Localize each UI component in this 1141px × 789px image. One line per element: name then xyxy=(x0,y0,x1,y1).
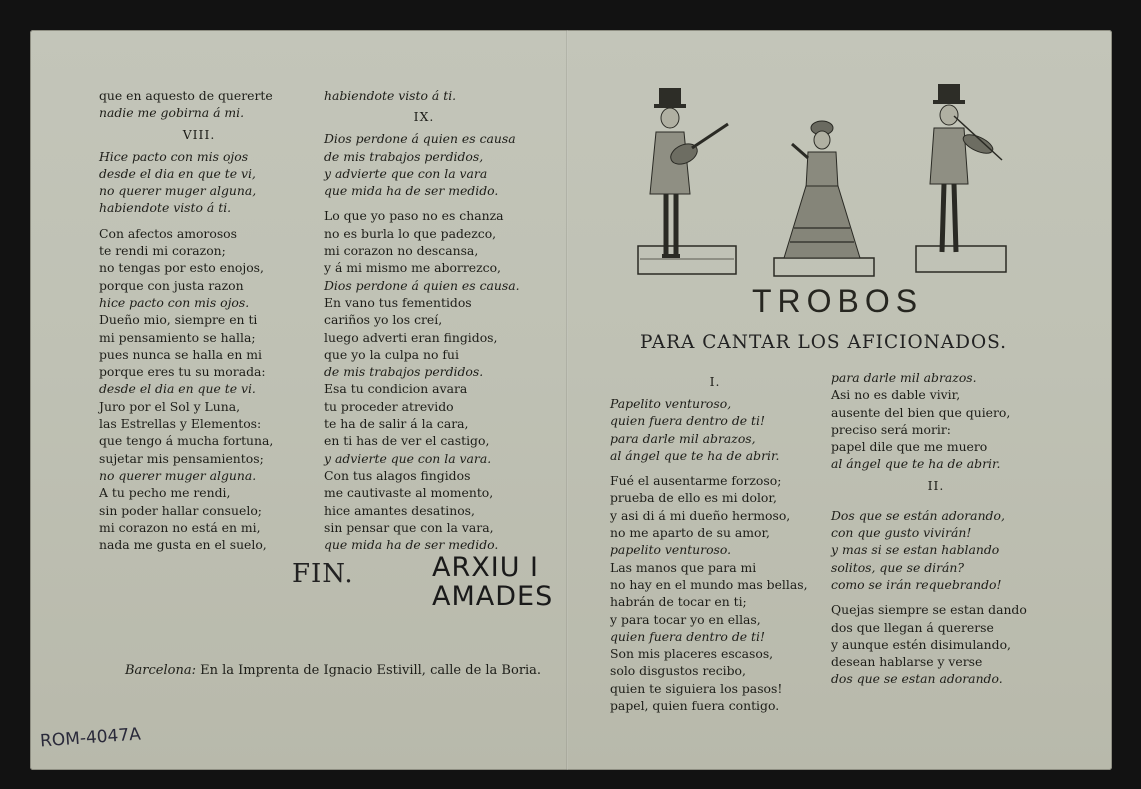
verse-line: Papelito venturoso, xyxy=(610,396,732,411)
verse-line: las Estrellas y Elementos: xyxy=(99,416,262,432)
right-page-column-1 xyxy=(610,369,820,714)
archive-number: ROM-4047A xyxy=(39,724,142,752)
verse-line: Dos que se están adorando, xyxy=(831,507,1005,523)
verse-line: Juro por el Sol y Luna, xyxy=(99,398,241,414)
stanza-heading: VIII. xyxy=(182,126,216,142)
verse-line: papelito venturoso. xyxy=(610,542,732,558)
verse-line: en ti has de ver el castigo, xyxy=(324,433,490,449)
archive-stamp xyxy=(432,553,553,611)
violin-player-figure xyxy=(914,82,1010,278)
verse-line: mi corazon no está en mi, xyxy=(99,519,261,535)
verse-line: al ángel que te ha de abrir. xyxy=(610,447,780,463)
fin-label: FIN. xyxy=(292,559,354,589)
verse-line: hice pacto con mis ojos. xyxy=(99,294,250,310)
verse-line: papel dile que me muero xyxy=(831,439,988,455)
verse-line: Quejas siempre se estan dando xyxy=(831,602,1027,618)
verse-line: desde el dia en que te vi, xyxy=(99,165,256,181)
verse-line: hice amantes desatinos, xyxy=(324,502,475,518)
verse-line: no querer muger alguna, xyxy=(99,183,257,199)
verse-line: que yo la culpa no fui xyxy=(324,346,459,362)
verse-line: Con afectos amorosos xyxy=(99,225,237,241)
verse-line: de mis trabajos perdidos, xyxy=(324,148,484,164)
verse-line: desde el dia en que te vi. xyxy=(99,381,256,397)
left-page-column-1 xyxy=(99,87,299,553)
verse-line: que en aquesto de quererte xyxy=(99,88,273,103)
verse-line: solo disgustos recibo, xyxy=(610,663,746,679)
page-subtitle: PARA CANTAR LOS AFICIONADOS. xyxy=(640,332,1008,353)
verse-line: Lo que yo paso no es chanza xyxy=(324,208,504,224)
verse-line: Esa tu condicion avara xyxy=(324,381,468,397)
verse-line: habiendote visto á ti. xyxy=(324,88,457,103)
verse-line: y para tocar yo en ellas, xyxy=(610,611,761,627)
verse-line: Son mis placeres escasos, xyxy=(610,646,774,662)
verse-line: dos que llegan á quererse xyxy=(831,619,994,635)
verse-line: nada me gusta en el suelo, xyxy=(99,537,267,553)
verse-line: mi pensamiento se halla; xyxy=(99,329,256,345)
verse-line: para darle mil abrazos. xyxy=(831,370,977,385)
verse-line: sin pensar que con la vara, xyxy=(324,519,494,535)
verse-line: como se irán requebrando! xyxy=(831,576,1002,592)
verse-line: te rendi mi corazon; xyxy=(99,243,226,259)
right-page-column-2 xyxy=(831,369,1041,688)
verse-line: luego adverti eran fingidos, xyxy=(324,329,498,345)
verse-line: desean hablarse y verse xyxy=(831,654,983,670)
verse-line: quien te siguiera los pasos! xyxy=(610,680,783,696)
imprint-place: Barcelona: xyxy=(125,663,196,678)
verse-line: no querer muger alguna. xyxy=(99,467,257,483)
verse-line: porque con justa razon xyxy=(99,277,244,293)
verse-line: habiendote visto á ti. xyxy=(99,200,232,216)
stamp-line-1: ARXIU I xyxy=(432,552,539,583)
verse-line: pues nunca se halla en mi xyxy=(99,346,262,362)
verse-line: En vano tus fementidos xyxy=(324,294,472,310)
verse-line: no hay en el mundo mas bellas, xyxy=(610,576,808,592)
verse-line: mi corazon no descansa, xyxy=(324,243,479,259)
verse-line: Asi no es dable vivir, xyxy=(831,387,961,403)
verse-line: quien fuera dentro de ti! xyxy=(610,413,765,429)
verse-line: Dios perdone á quien es causa. xyxy=(324,277,520,293)
stanza-gap xyxy=(831,593,1041,601)
verse-line: Dueño mio, siempre en ti xyxy=(99,312,258,328)
verse-line: que mida ha de ser medido. xyxy=(324,183,499,199)
verse-line: para darle mil abrazos, xyxy=(610,430,756,446)
page-title: TROBOS xyxy=(752,283,924,319)
stanza-heading: IX. xyxy=(413,109,435,125)
verse-line: con que gusto vivirán! xyxy=(831,525,972,541)
verse-line: Con tus alagos fingidos xyxy=(324,467,471,483)
verse-line: Fué el ausentarme forzoso; xyxy=(610,473,782,489)
verse-line: y asi di á mi dueño hermoso, xyxy=(610,507,791,523)
verse-line: A tu pecho me rendi, xyxy=(99,485,231,501)
imprint-line xyxy=(125,663,541,678)
verse-line: tu proceder atrevido xyxy=(324,398,454,414)
verse-line: preciso será morir: xyxy=(831,421,951,437)
imprint-text: En la Imprenta de Ignacio Estivill, calle de la Boria. xyxy=(195,663,542,678)
verse-line: papel, quien fuera contigo. xyxy=(610,698,780,714)
verse-line: solitos, que se dirán? xyxy=(831,559,965,575)
lady-figure xyxy=(772,118,876,280)
stanza-gap xyxy=(324,199,524,207)
stanza-gap xyxy=(831,499,1041,507)
verse-line: porque eres tu su morada: xyxy=(99,364,266,380)
verse-line: y advierte que con la vara xyxy=(324,165,488,181)
stanza-heading: I. xyxy=(709,374,721,389)
verse-line: y advierte que con la vara. xyxy=(324,450,492,466)
verse-line: y mas si se estan hablando xyxy=(831,542,1000,558)
verse-line: no me aparto de su amor, xyxy=(610,525,770,541)
stanza-gap xyxy=(99,217,299,225)
verse-line: que mida ha de ser medido. xyxy=(324,537,499,553)
verse-line: nadie me gobirna á mi. xyxy=(99,105,245,121)
verse-line: de mis trabajos perdidos. xyxy=(324,364,484,380)
center-fold xyxy=(566,30,568,770)
stanza-heading: II. xyxy=(927,477,945,493)
verse-line: te ha de salir á la cara, xyxy=(324,416,469,432)
verse-line: Hice pacto con mis ojos xyxy=(99,148,249,164)
verse-line: sujetar mis pensamientos; xyxy=(99,450,264,466)
verse-line: y aunque estén disimulando, xyxy=(831,636,1011,652)
verse-line: Dios perdone á quien es causa xyxy=(324,131,516,147)
stanza-gap xyxy=(610,464,820,472)
verse-line: me cautivaste al momento, xyxy=(324,485,494,501)
verse-line: habrán de tocar en ti; xyxy=(610,594,747,610)
verse-line: dos que se estan adorando. xyxy=(831,671,1003,687)
left-page-column-2 xyxy=(324,87,524,553)
verse-line: prueba de ello es mi dolor, xyxy=(610,490,777,506)
verse-line: Las manos que para mi xyxy=(610,559,757,575)
verse-line: no tengas por esto enojos, xyxy=(99,260,264,276)
verse-line: cariños yo los creí, xyxy=(324,312,443,328)
verse-line: no es burla lo que padezco, xyxy=(324,225,497,241)
verse-line: sin poder hallar consuelo; xyxy=(99,502,262,518)
verse-line: quien fuera dentro de ti! xyxy=(610,628,765,644)
verse-line: que tengo á mucha fortuna, xyxy=(99,433,274,449)
stamp-line-2: AMADES xyxy=(432,581,554,612)
guitar-player-figure xyxy=(636,84,740,280)
verse-line: ausente del bien que quiero, xyxy=(831,404,1011,420)
verse-line: y á mi mismo me aborrezco, xyxy=(324,260,501,276)
verse-line: al ángel que te ha de abrir. xyxy=(831,456,1001,472)
